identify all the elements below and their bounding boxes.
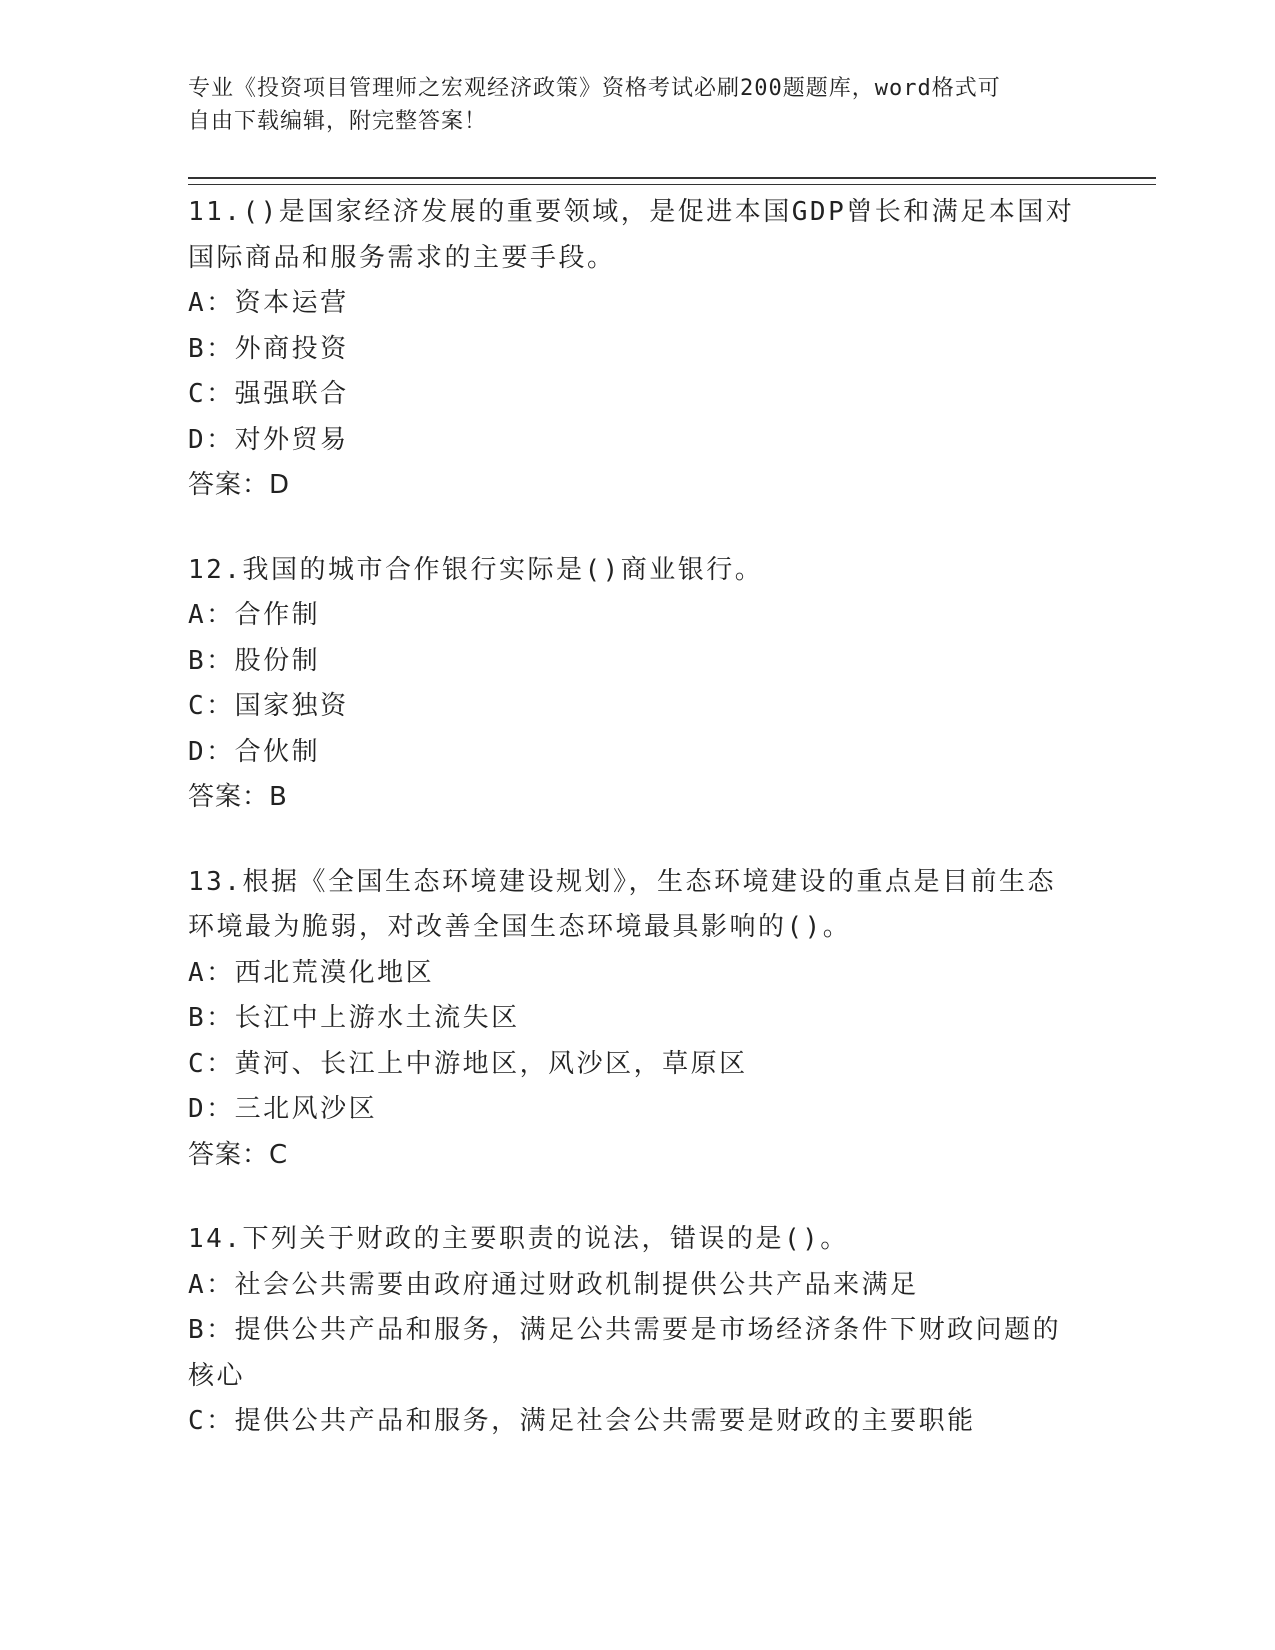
- option-d: D：对外贸易: [188, 424, 349, 455]
- question-12: [188, 548, 1088, 821]
- question-list: [188, 190, 1088, 1484]
- question-stem-line: 国际商品和服务需求的主要手段。: [188, 242, 616, 273]
- question-stem-line: 14.下列关于财政的主要职责的说法，错误的是()。: [188, 1224, 849, 1254]
- option-c: C：提供公共产品和服务，满足社会公共需要是财政的主要职能: [188, 1406, 976, 1436]
- option-b: B：长江中上游水土流失区: [188, 1003, 520, 1033]
- document-header: [188, 72, 1068, 138]
- option-a: A：社会公共需要由政府通过财政机制提供公共产品来满足: [188, 1269, 919, 1300]
- question-stem-line: 13.根据《全国生态环境建设规划》，生态环境建设的重点是目前生态: [188, 866, 1056, 897]
- option-a: A：西北荒漠化地区: [188, 957, 435, 988]
- question-11: [188, 190, 1088, 509]
- answer-text: 答案：B: [188, 782, 288, 812]
- option-c: C：国家独资: [188, 691, 349, 721]
- option-d: D：合伙制: [188, 736, 321, 767]
- option-d: D：三北风沙区: [188, 1094, 378, 1124]
- option-c: C：强强联合: [188, 379, 349, 409]
- answer-text: 答案：C: [188, 1139, 289, 1170]
- question-14: [188, 1217, 1088, 1445]
- option-b: B：股份制: [188, 645, 321, 676]
- question-stem-line: 12.我国的城市合作银行实际是()商业银行。: [188, 554, 764, 585]
- option-b: B：提供公共产品和服务，满足公共需要是市场经济条件下财政问题的: [188, 1315, 1062, 1345]
- option-b-continued: 核心: [188, 1360, 246, 1391]
- header-line-1: 专业《投资项目管理师之宏观经济政策》资格考试必刷200题题库，word格式可: [188, 76, 1001, 101]
- option-a: A：资本运营: [188, 288, 349, 318]
- question-stem-line: 环境最为脆弱，对改善全国生态环境最具影响的()。: [188, 912, 852, 942]
- header-divider: [188, 177, 1156, 185]
- option-b: B：外商投资: [188, 333, 349, 364]
- answer-text: 答案：D: [188, 470, 291, 500]
- option-c: C：黄河、长江上中游地区，风沙区，草原区: [188, 1048, 748, 1079]
- question-stem-line: 11.()是国家经济发展的重要领域，是促进本国GDP曾长和满足本国对: [188, 197, 1075, 227]
- option-a: A：合作制: [188, 600, 321, 630]
- header-line-2: 自由下载编辑，附完整答案！: [188, 109, 488, 134]
- question-13: [188, 860, 1088, 1179]
